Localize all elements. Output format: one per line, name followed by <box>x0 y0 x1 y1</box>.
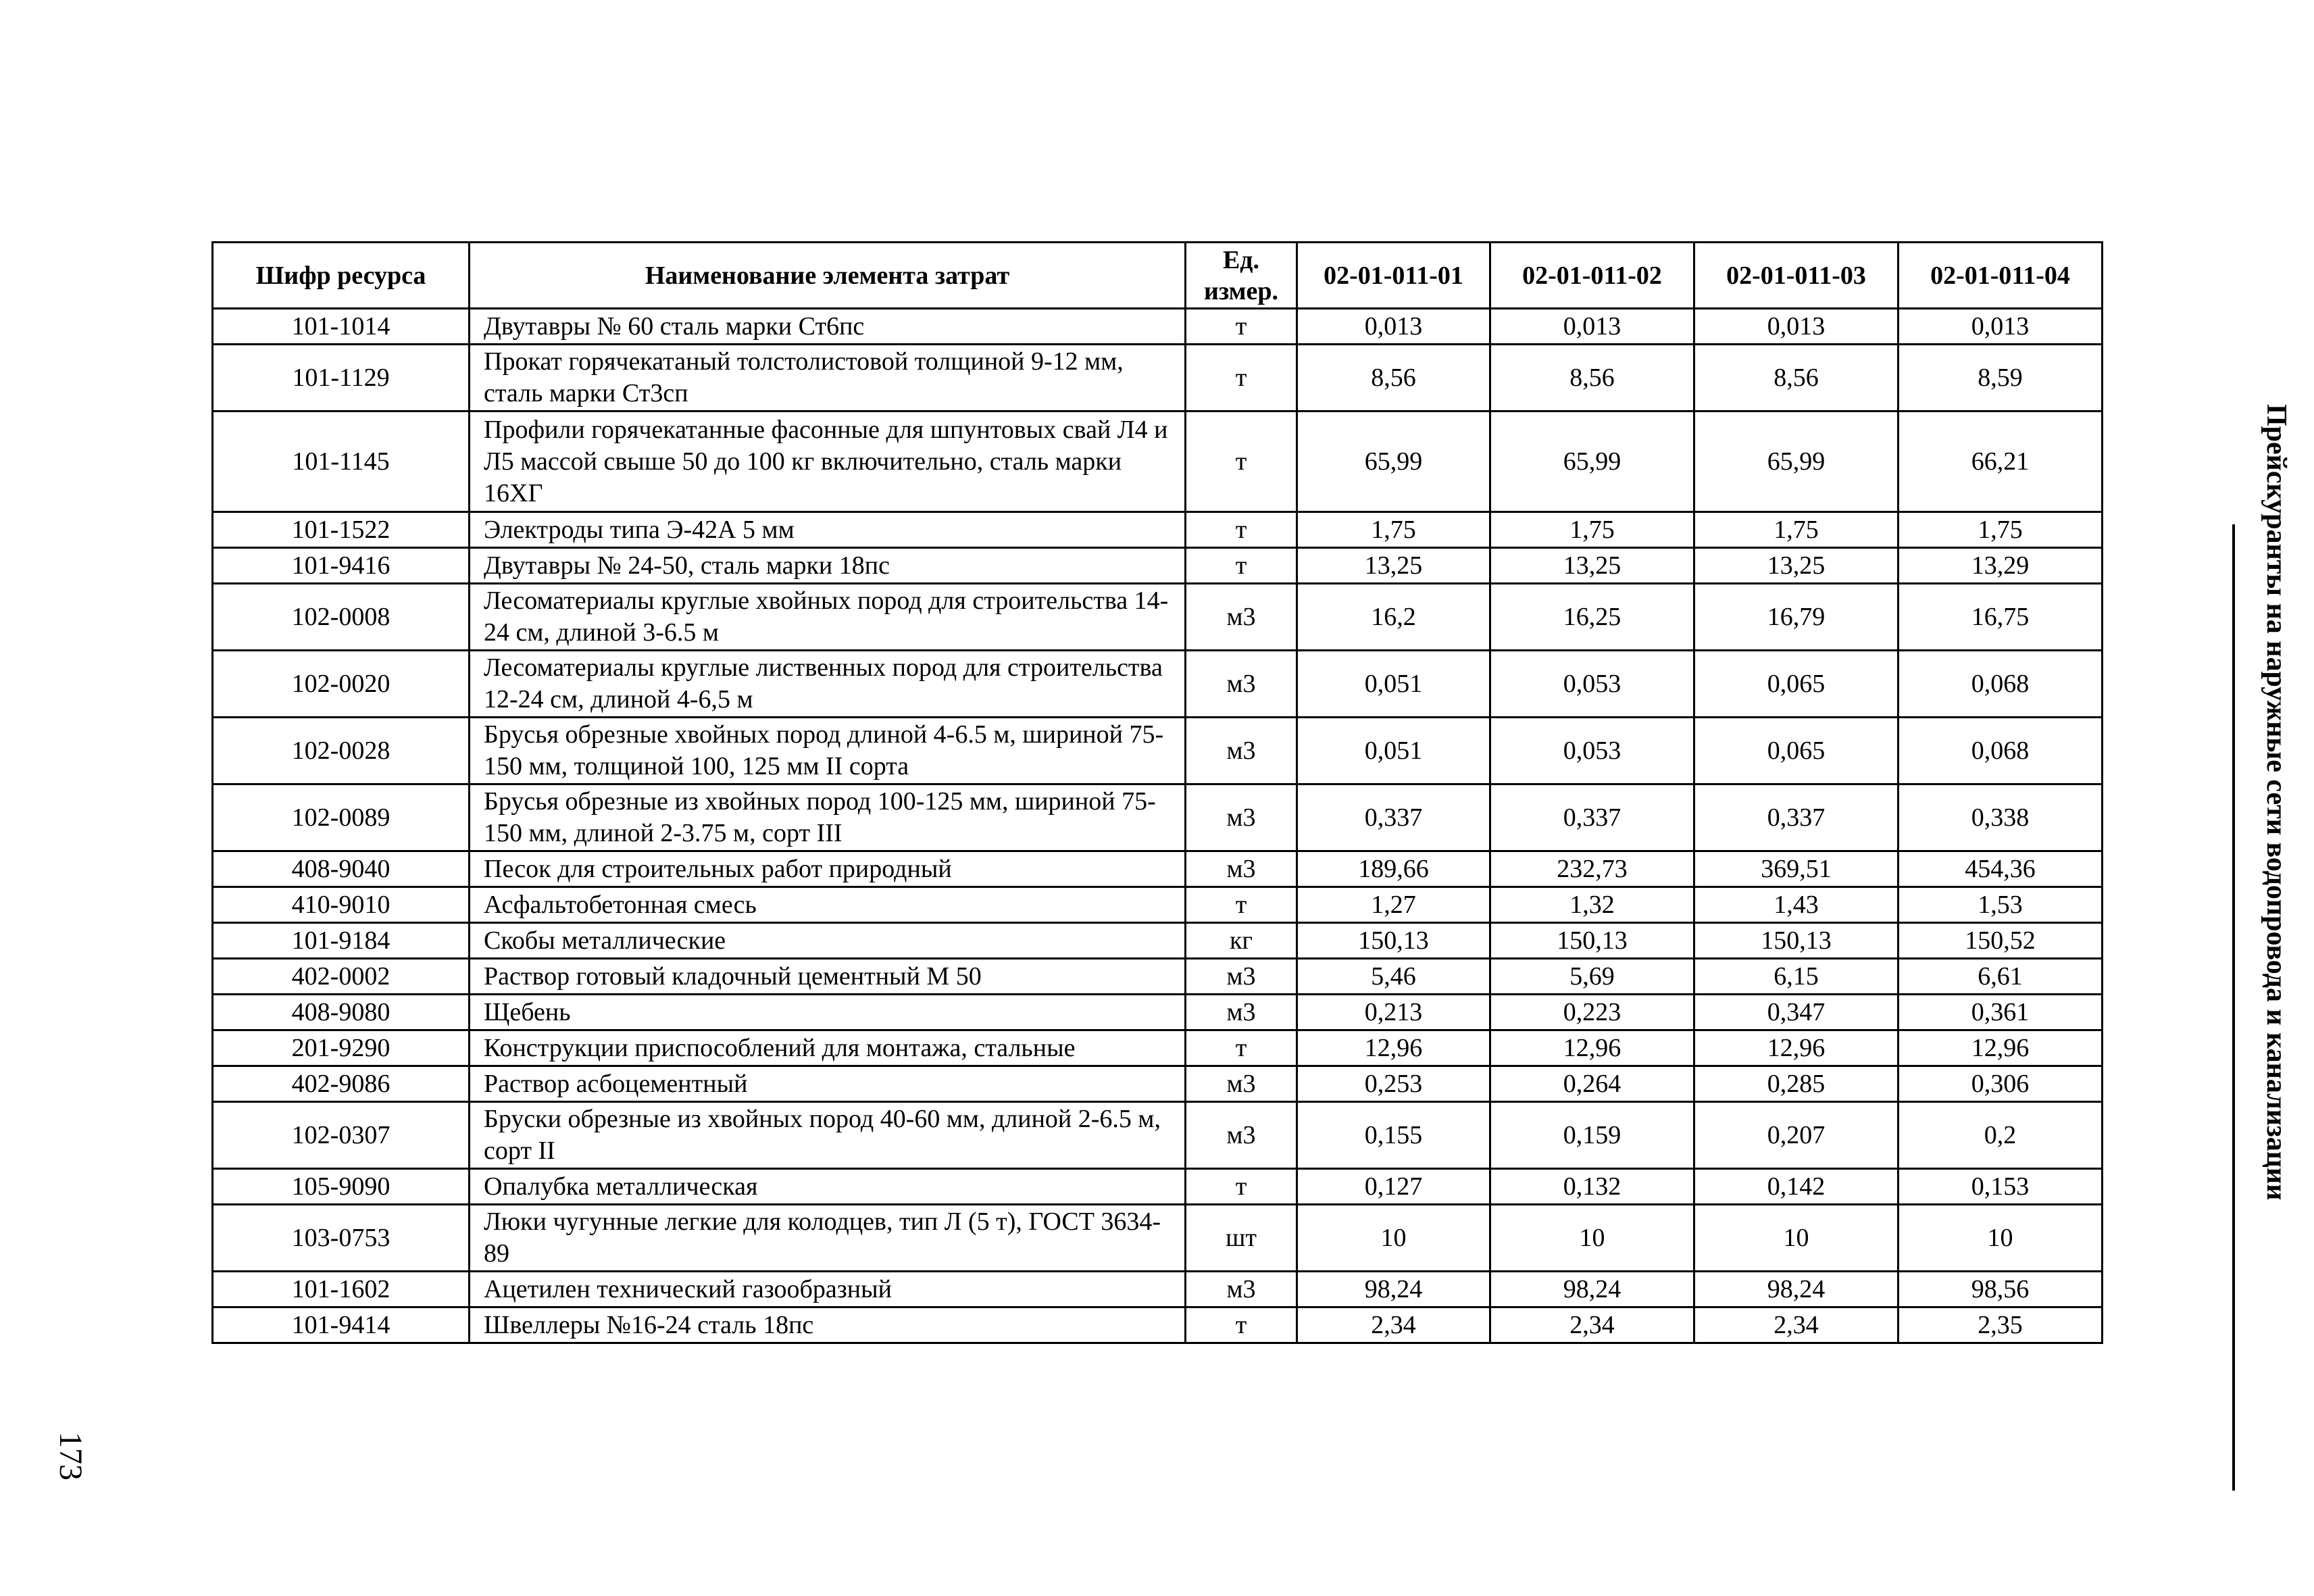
cell-unit: т <box>1186 309 1297 345</box>
cell-col-03: 150,13 <box>1694 923 1898 959</box>
cell-col-01: 2,34 <box>1297 1307 1490 1343</box>
cell-col-04: 1,53 <box>1898 887 2103 923</box>
cell-code: 101-1602 <box>213 1272 470 1307</box>
table-row <box>213 309 2103 345</box>
cell-col-03: 0,065 <box>1694 718 1898 784</box>
cell-unit: т <box>1186 412 1297 512</box>
cell-unit: шт <box>1186 1205 1297 1272</box>
cell-col-01: 65,99 <box>1297 412 1490 512</box>
cell-col-02: 5,69 <box>1490 959 1694 995</box>
cell-code: 102-0089 <box>213 784 470 851</box>
cell-col-02: 0,159 <box>1490 1102 1694 1169</box>
cell-col-04: 1,75 <box>1898 512 2103 548</box>
cell-col-02: 0,132 <box>1490 1169 1694 1205</box>
cell-col-03: 12,96 <box>1694 1030 1898 1066</box>
cell-col-01: 150,13 <box>1297 923 1490 959</box>
cell-unit: м3 <box>1186 718 1297 784</box>
table-row <box>213 784 2103 851</box>
cell-unit: т <box>1186 887 1297 923</box>
cell-col-03: 13,25 <box>1694 548 1898 584</box>
cell-name: Раствор готовый кладочный цементный М 50 <box>470 959 1186 995</box>
cell-unit: м3 <box>1186 1272 1297 1307</box>
cell-unit: м3 <box>1186 651 1297 718</box>
cell-code: 102-0307 <box>213 1102 470 1169</box>
cell-unit: м3 <box>1186 995 1297 1030</box>
cell-col-03: 0,285 <box>1694 1066 1898 1102</box>
cell-name: Швеллеры №16-24 сталь 18пс <box>470 1307 1186 1343</box>
cell-col-03: 1,75 <box>1694 512 1898 548</box>
cell-col-04: 66,21 <box>1898 412 2103 512</box>
cell-code: 402-9086 <box>213 1066 470 1102</box>
cell-col-02: 150,13 <box>1490 923 1694 959</box>
cell-col-04: 13,29 <box>1898 548 2103 584</box>
cell-col-01: 5,46 <box>1297 959 1490 995</box>
cell-code: 102-0028 <box>213 718 470 784</box>
cell-name: Профили горячекатанные фасонные для шпунтовых свай Л4 и Л5 массой свыше 50 до 100 кг включительно, сталь марки 16ХГ <box>470 412 1186 512</box>
cell-col-03: 2,34 <box>1694 1307 1898 1343</box>
cell-col-03: 0,013 <box>1694 309 1898 345</box>
cell-col-04: 0,153 <box>1898 1169 2103 1205</box>
cell-col-02: 8,56 <box>1490 345 1694 412</box>
cell-name: Щебень <box>470 995 1186 1030</box>
cell-code: 101-1145 <box>213 412 470 512</box>
table-row <box>213 887 2103 923</box>
table-row <box>213 959 2103 995</box>
cell-col-04: 0,361 <box>1898 995 2103 1030</box>
header-code: Шифр ресурса <box>213 243 470 309</box>
cell-name: Люки чугунные легкие для колодцев, тип Л (5 т), ГОСТ 3634-89 <box>470 1205 1186 1272</box>
side-title: Прейскуранты на наружные сети водопровода и канализации <box>2261 404 2292 1201</box>
table-row <box>213 1102 2103 1169</box>
cell-code: 102-0020 <box>213 651 470 718</box>
cell-col-04: 454,36 <box>1898 851 2103 887</box>
cell-col-04: 0,068 <box>1898 718 2103 784</box>
cell-code: 101-1522 <box>213 512 470 548</box>
cell-unit: м3 <box>1186 584 1297 651</box>
cell-col-02: 1,32 <box>1490 887 1694 923</box>
cell-name: Брусья обрезные хвойных пород длиной 4-6.5 м, шириной 75-150 мм, толщиной 100, 125 мм II сорта <box>470 718 1186 784</box>
cell-code: 101-1014 <box>213 309 470 345</box>
cell-col-03: 369,51 <box>1694 851 1898 887</box>
table-row <box>213 851 2103 887</box>
cell-col-03: 0,142 <box>1694 1169 1898 1205</box>
header-col-03: 02-01-011-03 <box>1694 243 1898 309</box>
cell-col-04: 0,013 <box>1898 309 2103 345</box>
cell-col-04: 98,56 <box>1898 1272 2103 1307</box>
cell-col-01: 189,66 <box>1297 851 1490 887</box>
side-rule <box>2232 524 2235 1491</box>
table-row <box>213 1066 2103 1102</box>
page-number: 173 <box>53 1432 89 1480</box>
cell-name: Лесоматериалы круглые лиственных пород для строительства 12-24 см, длиной 4-6,5 м <box>470 651 1186 718</box>
resource-table <box>211 241 2103 1344</box>
cell-name: Раствор асбоцементный <box>470 1066 1186 1102</box>
cell-col-01: 16,2 <box>1297 584 1490 651</box>
cell-unit: м3 <box>1186 851 1297 887</box>
cell-code: 105-9090 <box>213 1169 470 1205</box>
table-row <box>213 995 2103 1030</box>
cell-name: Конструкции приспособлений для монтажа, стальные <box>470 1030 1186 1066</box>
cell-code: 102-0008 <box>213 584 470 651</box>
cell-unit: т <box>1186 1030 1297 1066</box>
table-row <box>213 412 2103 512</box>
table-row <box>213 718 2103 784</box>
cell-unit: м3 <box>1186 959 1297 995</box>
cell-name: Двутавры № 60 сталь марки Ст6пс <box>470 309 1186 345</box>
cell-col-02: 16,25 <box>1490 584 1694 651</box>
cell-code: 101-9414 <box>213 1307 470 1343</box>
cell-col-01: 1,27 <box>1297 887 1490 923</box>
cell-col-04: 150,52 <box>1898 923 2103 959</box>
cell-col-01: 1,75 <box>1297 512 1490 548</box>
cell-col-01: 0,155 <box>1297 1102 1490 1169</box>
cell-col-01: 98,24 <box>1297 1272 1490 1307</box>
table-row <box>213 512 2103 548</box>
cell-col-01: 0,051 <box>1297 718 1490 784</box>
cell-unit: т <box>1186 512 1297 548</box>
cell-col-01: 0,337 <box>1297 784 1490 851</box>
cell-col-02: 0,264 <box>1490 1066 1694 1102</box>
cell-unit: т <box>1186 548 1297 584</box>
table-row <box>213 1030 2103 1066</box>
cell-col-03: 0,207 <box>1694 1102 1898 1169</box>
cell-code: 408-9040 <box>213 851 470 887</box>
cell-col-04: 0,068 <box>1898 651 2103 718</box>
cell-name: Песок для строительных работ природный <box>470 851 1186 887</box>
cell-col-03: 65,99 <box>1694 412 1898 512</box>
cell-name: Двутавры № 24-50, сталь марки 18пс <box>470 548 1186 584</box>
cell-col-04: 2,35 <box>1898 1307 2103 1343</box>
table-row <box>213 1205 2103 1272</box>
cell-col-04: 10 <box>1898 1205 2103 1272</box>
cell-col-01: 0,213 <box>1297 995 1490 1030</box>
cell-col-02: 1,75 <box>1490 512 1694 548</box>
cell-col-03: 6,15 <box>1694 959 1898 995</box>
cell-col-03: 98,24 <box>1694 1272 1898 1307</box>
cell-col-04: 0,306 <box>1898 1066 2103 1102</box>
cell-col-01: 0,051 <box>1297 651 1490 718</box>
cell-col-01: 12,96 <box>1297 1030 1490 1066</box>
cell-code: 101-9184 <box>213 923 470 959</box>
cell-name: Ацетилен технический газообразный <box>470 1272 1186 1307</box>
cell-col-04: 8,59 <box>1898 345 2103 412</box>
cell-name: Скобы металлические <box>470 923 1186 959</box>
cell-col-03: 16,79 <box>1694 584 1898 651</box>
cell-name: Лесоматериалы круглые хвойных пород для строительства 14-24 см, длиной 3-6.5 м <box>470 584 1186 651</box>
cell-col-01: 0,013 <box>1297 309 1490 345</box>
cell-code: 201-9290 <box>213 1030 470 1066</box>
cell-name: Электроды типа Э-42А 5 мм <box>470 512 1186 548</box>
cell-col-03: 8,56 <box>1694 345 1898 412</box>
cell-col-03: 1,43 <box>1694 887 1898 923</box>
cell-code: 402-0002 <box>213 959 470 995</box>
table-row <box>213 1307 2103 1343</box>
header-col-04: 02-01-011-04 <box>1898 243 2103 309</box>
cell-col-04: 12,96 <box>1898 1030 2103 1066</box>
cell-col-02: 0,053 <box>1490 651 1694 718</box>
cell-col-03: 10 <box>1694 1205 1898 1272</box>
cell-col-02: 65,99 <box>1490 412 1694 512</box>
table-row <box>213 1272 2103 1307</box>
cell-unit: м3 <box>1186 1066 1297 1102</box>
header-unit: Ед. измер. <box>1186 243 1297 309</box>
cell-code: 101-1129 <box>213 345 470 412</box>
cell-unit: т <box>1186 345 1297 412</box>
cell-col-04: 0,338 <box>1898 784 2103 851</box>
cell-col-01: 10 <box>1297 1205 1490 1272</box>
cell-name: Асфальтобетонная смесь <box>470 887 1186 923</box>
cell-code: 408-9080 <box>213 995 470 1030</box>
table-row <box>213 1169 2103 1205</box>
cell-col-04: 6,61 <box>1898 959 2103 995</box>
cell-code: 103-0753 <box>213 1205 470 1272</box>
cell-col-03: 0,065 <box>1694 651 1898 718</box>
cell-col-02: 0,337 <box>1490 784 1694 851</box>
cell-code: 101-9416 <box>213 548 470 584</box>
table-row <box>213 345 2103 412</box>
table-row <box>213 923 2103 959</box>
cell-name: Опалубка металлическая <box>470 1169 1186 1205</box>
cell-unit: кг <box>1186 923 1297 959</box>
cell-col-01: 0,127 <box>1297 1169 1490 1205</box>
cell-name: Прокат горячекатаный толстолистовой толщиной 9-12 мм, сталь марки Ст3сп <box>470 345 1186 412</box>
table-row <box>213 548 2103 584</box>
cell-col-02: 0,013 <box>1490 309 1694 345</box>
cell-col-02: 13,25 <box>1490 548 1694 584</box>
cell-col-03: 0,337 <box>1694 784 1898 851</box>
cell-col-02: 10 <box>1490 1205 1694 1272</box>
cell-unit: т <box>1186 1169 1297 1205</box>
cell-unit: м3 <box>1186 1102 1297 1169</box>
cell-col-04: 16,75 <box>1898 584 2103 651</box>
cell-col-01: 0,253 <box>1297 1066 1490 1102</box>
header-col-01: 02-01-011-01 <box>1297 243 1490 309</box>
table-row <box>213 651 2103 718</box>
cell-col-02: 0,223 <box>1490 995 1694 1030</box>
header-name: Наименование элемента затрат <box>470 243 1186 309</box>
cell-col-02: 232,73 <box>1490 851 1694 887</box>
cell-col-02: 2,34 <box>1490 1307 1694 1343</box>
cell-name: Брусья обрезные из хвойных пород 100-125 мм, шириной 75-150 мм, длиной 2-3.75 м, сорт III <box>470 784 1186 851</box>
header-col-02: 02-01-011-02 <box>1490 243 1694 309</box>
cell-code: 410-9010 <box>213 887 470 923</box>
cell-unit: т <box>1186 1307 1297 1343</box>
cell-name: Бруски обрезные из хвойных пород 40-60 мм, длиной 2-6.5 м, сорт II <box>470 1102 1186 1169</box>
cell-col-01: 13,25 <box>1297 548 1490 584</box>
cell-col-02: 12,96 <box>1490 1030 1694 1066</box>
cell-col-01: 8,56 <box>1297 345 1490 412</box>
cell-col-04: 0,2 <box>1898 1102 2103 1169</box>
table-header-row <box>213 243 2103 309</box>
cell-unit: м3 <box>1186 784 1297 851</box>
table-row <box>213 584 2103 651</box>
cell-col-02: 0,053 <box>1490 718 1694 784</box>
cell-col-02: 98,24 <box>1490 1272 1694 1307</box>
cell-col-03: 0,347 <box>1694 995 1898 1030</box>
